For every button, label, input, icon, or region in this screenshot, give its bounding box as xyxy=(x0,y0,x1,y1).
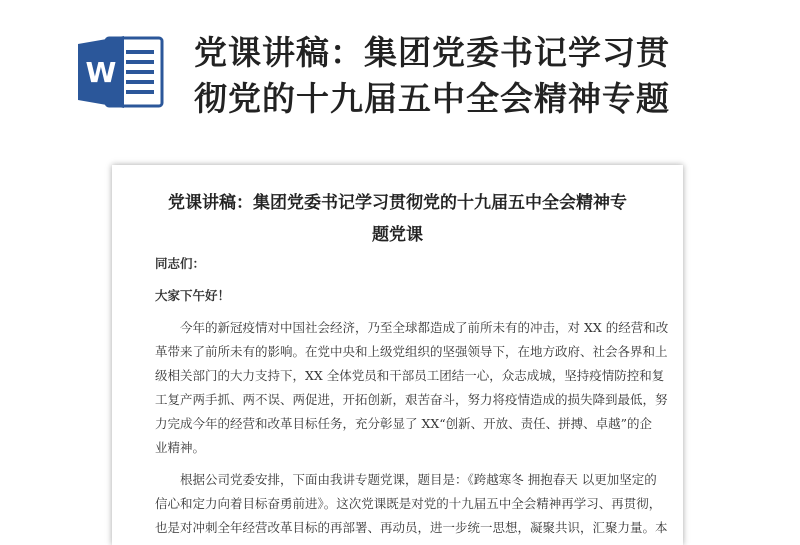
document-page xyxy=(112,165,683,545)
paragraph-line: 根据公司党委安排，下面由我讲专题党课，题目是：《跨越寒冬 拥抱春天 以更加坚定的 xyxy=(155,472,657,487)
document-title-line: 题党课 xyxy=(372,225,423,245)
salutation: 同志们： xyxy=(155,256,206,271)
paragraph-line: 革带来了前所未有的影响。在党中央和上级党组织的坚强领导下，在地方政府、社会各界和上 xyxy=(155,344,668,359)
header xyxy=(0,0,800,150)
paragraph-line: 今年的新冠疫情对中国社会经济，乃至全球都造成了前所未有的冲击，对 XX 的经营和改 xyxy=(155,320,669,335)
word-icon xyxy=(76,34,166,110)
header-title-line: 彻党的十九届五中全会精神专题 xyxy=(194,79,670,118)
paragraph-line: 工复产两手抓、两不误、两促进，开拓创新，艰苦奋斗，努力将疫情造成的损失降到最低，努 xyxy=(155,392,668,407)
document-title xyxy=(112,187,683,251)
paragraph-line: 力完成今年的经营和改革目标任务，充分彰显了 XX“创新、开放、责任、拼搏、卓越”的企 xyxy=(155,416,653,431)
header-title-line: 党课讲稿：集团党委书记学习贯 xyxy=(194,33,670,72)
greeting: 大家下午好！ xyxy=(155,288,231,303)
document-title-line: 党课讲稿：集团党委书记学习贯彻党的十九届五中全会精神专 xyxy=(168,193,627,213)
paragraph-line: 业精神。 xyxy=(155,440,206,455)
paragraph-line: 也是对冲刺全年经营改革目标的再部署、再动员，进一步统一思想，凝聚共识，汇聚力量。本 xyxy=(155,520,668,535)
paragraph-line: 级相关部门的大力支持下，XX 全体党员和干部员工团结一心，众志成城，坚持疫情防控和复 xyxy=(155,368,665,383)
paragraph-line: 信心和定力向着目标奋勇前进》。这次党课既是对党的十九届五中全会精神再学习、再贯彻， xyxy=(155,496,662,511)
header-title xyxy=(194,30,670,122)
svg-text:W: W xyxy=(85,56,117,89)
